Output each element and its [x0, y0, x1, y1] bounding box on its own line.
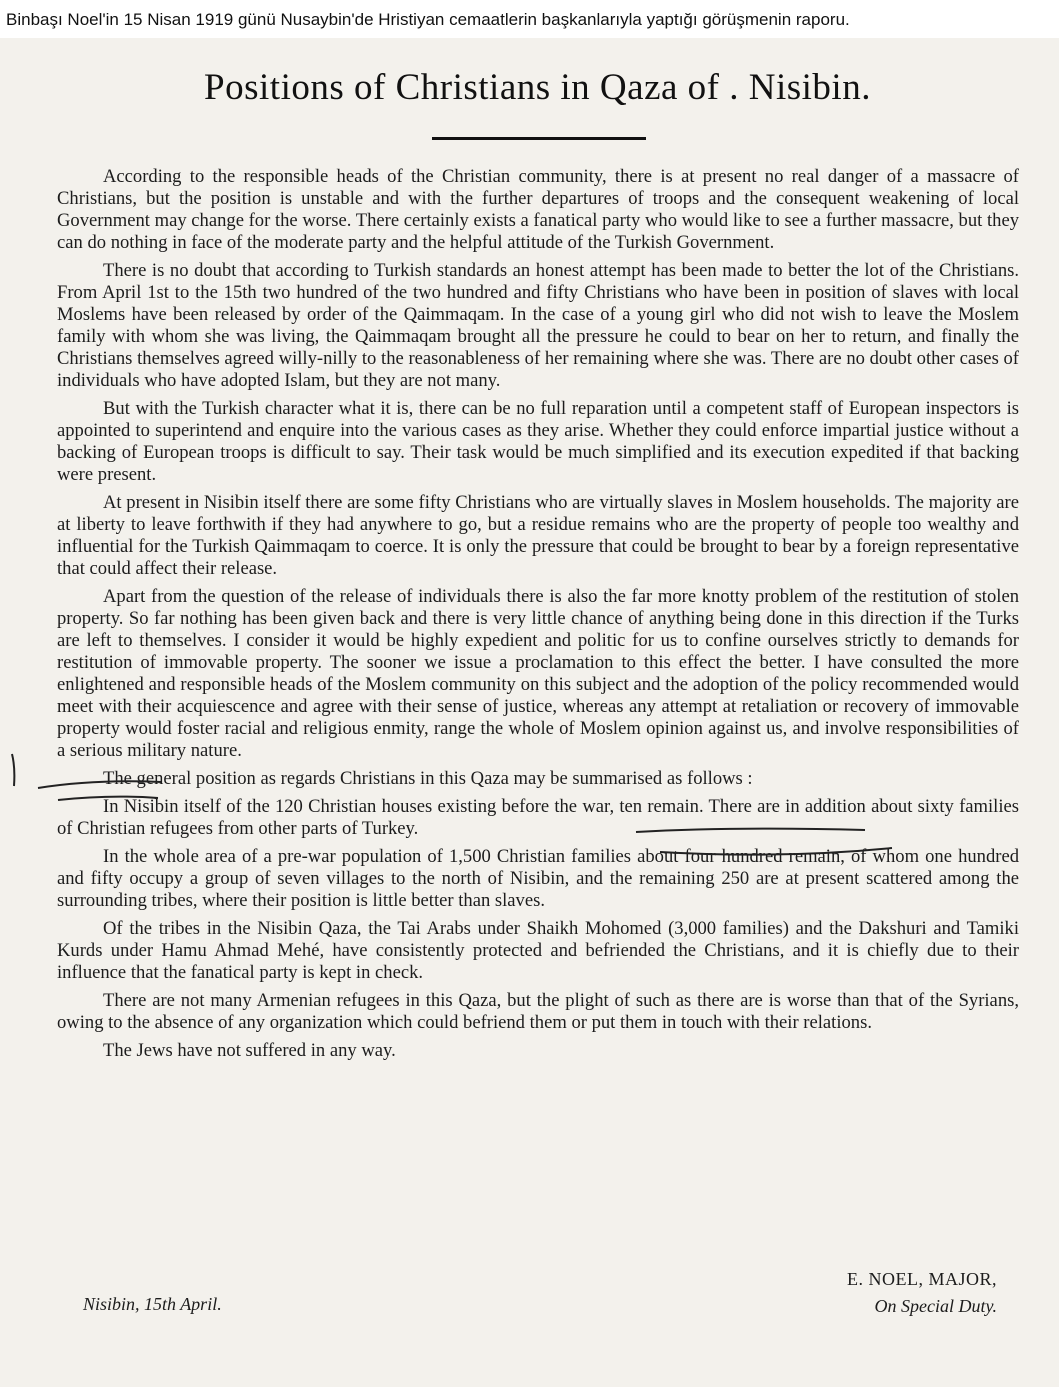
paragraph: The Jews have not suffered in any way.: [103, 1040, 396, 1061]
title-divider: [432, 137, 646, 140]
handwritten-margin-mark: [4, 752, 24, 792]
paragraph: At present in Nisibin itself there are some fifty Christians who are virtually slaves in Moslem households. The majority are at liberty to leave forthwith if they had anywhere to go, but a residue remains who are the property of people too wealthy and influential for the Turkish Qaimmaqam to coerce. It is only the pressure that could be brought to bear by a foreign representative that could affect their release.: [57, 492, 1019, 579]
paragraph: In Nisibin itself of the 120 Christian houses existing before the war, ten remain. There are in addition about sixty families of Christian refugees from other parts of Turkey.: [57, 796, 1019, 839]
paragraph: In the whole area of a pre-war population of 1,500 Christian families about four hundred remain, of whom one hundred and fifty occupy a group of seven villages to the north of Nisibin, and the remaining 250 are at present scattered among the surrounding tribes, where their position is little better than slaves.: [57, 846, 1019, 911]
paragraph: There are not many Armenian refugees in this Qaza, but the plight of such as there are is worse than that of the Syrians, owing to the absence of any organization which could befriend them or put them in touch with their relations.: [57, 990, 1019, 1033]
document-body: [57, 166, 1019, 1068]
paragraph: But with the Turkish character what it is, there can be no full reparation until a competent staff of European inspectors is appointed to superintend and enquire into the various cases as they arise. Whether they could enforce impartial justice without a backing of European troops is difficult to say. Their task would be much simplified and its execution expedited if that backing were present.: [57, 398, 1019, 485]
signature-name: E. NOEL, MAJOR,: [847, 1269, 997, 1289]
paragraph: The general position as regards Christians in this Qaza may be summarised as follows :: [103, 768, 753, 789]
image-caption: Binbaşı Noel'in 15 Nisan 1919 günü Nusaybin'de Hristiyan cemaatlerin başkanlarıyla yaptığı görüşmenin raporu.: [6, 10, 850, 29]
place-date: Nisibin, 15th April.: [83, 1294, 222, 1314]
signature-duty: On Special Duty.: [874, 1296, 997, 1316]
paragraph: There is no doubt that according to Turkish standards an honest attempt has been made to better the lot of the Christians. From April 1st to the 15th two hundred of the two hundred and fifty Christians who have been in position of slaves with local Moslems have been released by order of the Qaimmaqam. In the case of a young girl who did not wish to leave the Moslem family with whom she was living, the Qaimmaqam brought all the pressure he could to bear on her to return, and finally the Christians themselves agreed willy-nilly to the reasonableness of her remaining where she was. There are no doubt other cases of individuals who have adopted Islam, but they are not many.: [57, 260, 1019, 391]
document-page: [0, 38, 1059, 1387]
paragraph: Of the tribes in the Nisibin Qaza, the Tai Arabs under Shaikh Mohomed (3,000 families) and the Dakshuri and Tamiki Kurds under Hamu Ahmad Mehé, have consistently protected and befriended the Christians, and it is chiefly due to their influence that the fanatical party is kept in check.: [57, 918, 1019, 983]
paragraph: Apart from the question of the release of individuals there is also the far more knotty problem of the restitution of stolen property. So far nothing has been given back and there is very little chance of anything being done in this direction if the Turks are left to themselves. I consider it would be highly expedient and politic for us to confine ourselves strictly to demands for restitution of immovable property. The sooner we issue a proclamation to this effect the better. I have consulted the more enlightened and responsible heads of the Moslem community on this subject and the adoption of the policy recommended would meet with their acquiescence and agree with their sense of justice, whereas any attempt at retaliation or recovery of immovable property would foster racial and religious enmity, range the whole of Moslem opinion against us, and involve responsibilities of a serious military nature.: [57, 586, 1019, 761]
paragraph: According to the responsible heads of the Christian community, there is at present no real danger of a massacre of Christians, but the position is unstable and with the further departures of troops and the consequent weakening of local Government may change for the worse. There certainly exists a fanatical party who would like to see a further massacre, but they can do nothing in face of the moderate party and the helpful attitude of the Turkish Government.: [57, 166, 1019, 253]
signature-block: [847, 1266, 997, 1320]
document-title: Positions of Christians in Qaza of . Nisibin.: [204, 67, 871, 108]
